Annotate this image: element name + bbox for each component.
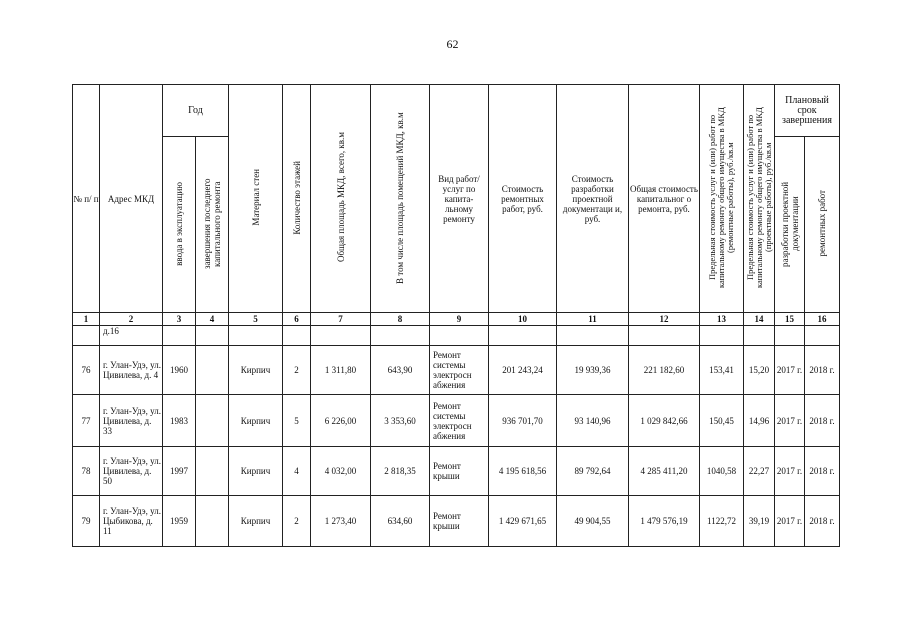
header-deadline-group: Плановый срок завершения: [775, 85, 840, 137]
row-limit-repair: 153,41: [700, 346, 744, 395]
header-total-cost: Общая стоимость капитальног о ремонта, руб.: [629, 85, 700, 313]
row-deadline-design: 2017 г.: [775, 395, 805, 447]
row-num: 78: [73, 447, 100, 496]
row-floors: 2: [283, 346, 311, 395]
row-premises-area: 3 353,60: [371, 395, 430, 447]
header-limit-design: Предельная стоимость услуг и (или) работ по капитальному ремонту общего имущества в МКД (проектные работы), руб./кв.м: [744, 85, 775, 313]
column-number: 8: [371, 313, 430, 326]
row-deadline-repair: 2018 г.: [805, 346, 840, 395]
row-total-area: 4 032,00: [311, 447, 371, 496]
row-deadline-design: 2017 г.: [775, 447, 805, 496]
row-limit-design: 14,96: [744, 395, 775, 447]
column-number: 5: [229, 313, 283, 326]
row-total-area: 6 226,00: [311, 395, 371, 447]
row-total-cost: 1 029 842,66: [629, 395, 700, 447]
column-number: 12: [629, 313, 700, 326]
row-material: Кирпич: [229, 447, 283, 496]
row-work: Ремонт системы электросн абжения: [430, 346, 489, 395]
row-floors: 5: [283, 395, 311, 447]
column-number: 14: [744, 313, 775, 326]
header-year-last-repair: завершения последнего капитального ремонта: [196, 137, 229, 313]
column-number: 16: [805, 313, 840, 326]
column-number: 7: [311, 313, 371, 326]
column-number: 2: [100, 313, 163, 326]
header-deadline-repair: ремонтных работ: [805, 137, 840, 313]
header-year-commission: ввода в эксплуатацию: [163, 137, 196, 313]
row-work: Ремонт крыши: [430, 447, 489, 496]
row-limit-repair: 150,45: [700, 395, 744, 447]
table-row: [73, 346, 840, 395]
header-deadline-design: разработки проектной документации: [775, 137, 805, 313]
table-row: [73, 496, 840, 547]
row-repair-cost: 4 195 618,56: [489, 447, 557, 496]
row-address: г. Улан-Удэ, ул. Цивилева, д. 50: [100, 447, 163, 496]
row-year: 1959: [163, 496, 196, 547]
row-floors: 4: [283, 447, 311, 496]
column-number: 6: [283, 313, 311, 326]
row-deadline-repair: 2018 г.: [805, 496, 840, 547]
row-material: Кирпич: [229, 346, 283, 395]
table-row: [73, 447, 840, 496]
row-premises-area: 2 818,35: [371, 447, 430, 496]
row-last-repair: [196, 395, 229, 447]
row-limit-repair: 1040,58: [700, 447, 744, 496]
row-deadline-design: 2017 г.: [775, 496, 805, 547]
row-work: Ремонт системы электросн абжения: [430, 395, 489, 447]
row-total-area: 1 311,80: [311, 346, 371, 395]
header-total-area: Общая площадь МКД, всего, кв.м: [311, 85, 371, 313]
header-num: № п/ п: [73, 85, 100, 313]
row-deadline-repair: 2018 г.: [805, 395, 840, 447]
row-work: Ремонт крыши: [430, 496, 489, 547]
column-numbers-row: [73, 313, 840, 326]
row-year: 1960: [163, 346, 196, 395]
column-number: 10: [489, 313, 557, 326]
row-design-cost: 93 140,96: [557, 395, 629, 447]
row-material: Кирпич: [229, 395, 283, 447]
row-material: Кирпич: [229, 496, 283, 547]
page-number: 62: [446, 37, 459, 51]
row-address: г. Улан-Удэ, ул. Цыбикова, д. 11: [100, 496, 163, 547]
header-limit-repair: Предельная стоимость услуг и (или) работ по капитальному ремонту общего имущества в МКД (ремонтные работы), руб./кв.м: [700, 85, 744, 313]
row-num: 76: [73, 346, 100, 395]
header-design-cost: Стоимость разработки проектной документаци и, руб.: [557, 85, 629, 313]
row-num: 79: [73, 496, 100, 547]
header-year-group: Год: [163, 85, 229, 137]
row-repair-cost: 201 243,24: [489, 346, 557, 395]
repair-plan-table: [72, 84, 840, 547]
header-work-type: Вид работ/ услуг по капита- льному ремонту: [430, 85, 489, 313]
row-address: г. Улан-Удэ, ул. Цивилева, д. 4: [100, 346, 163, 395]
column-number: 13: [700, 313, 744, 326]
table-row: [73, 395, 840, 447]
row-premises-area: 634,60: [371, 496, 430, 547]
row-deadline-repair: 2018 г.: [805, 447, 840, 496]
row-total-cost: 1 479 576,19: [629, 496, 700, 547]
row-design-cost: 19 939,36: [557, 346, 629, 395]
column-number: 4: [196, 313, 229, 326]
row-limit-design: 39,19: [744, 496, 775, 547]
row-address: г. Улан-Удэ, ул. Цивилева, д. 33: [100, 395, 163, 447]
header-address: Адрес МКД: [100, 85, 163, 313]
row-year: 1997: [163, 447, 196, 496]
row-limit-design: 15,20: [744, 346, 775, 395]
carry-over-address: д.16: [100, 326, 163, 346]
row-floors: 2: [283, 496, 311, 547]
column-number: 3: [163, 313, 196, 326]
row-deadline-design: 2017 г.: [775, 346, 805, 395]
row-repair-cost: 936 701,70: [489, 395, 557, 447]
header-wall-material: Материал стен: [229, 85, 283, 313]
header-repair-cost: Стоимость ремонтных работ, руб.: [489, 85, 557, 313]
carry-over-row: [73, 326, 840, 346]
row-num: 77: [73, 395, 100, 447]
row-last-repair: [196, 346, 229, 395]
row-design-cost: 49 904,55: [557, 496, 629, 547]
row-total-area: 1 273,40: [311, 496, 371, 547]
row-last-repair: [196, 447, 229, 496]
row-design-cost: 89 792,64: [557, 447, 629, 496]
row-repair-cost: 1 429 671,65: [489, 496, 557, 547]
column-number: 15: [775, 313, 805, 326]
header-premises-area: В том числе площадь помещений МКД, кв.м: [371, 85, 430, 313]
row-year: 1983: [163, 395, 196, 447]
row-premises-area: 643,90: [371, 346, 430, 395]
column-number: 9: [430, 313, 489, 326]
header-floors: Количество этажей: [283, 85, 311, 313]
row-last-repair: [196, 496, 229, 547]
row-limit-repair: 1122,72: [700, 496, 744, 547]
row-limit-design: 22,27: [744, 447, 775, 496]
column-number: 11: [557, 313, 629, 326]
row-total-cost: 4 285 411,20: [629, 447, 700, 496]
row-total-cost: 221 182,60: [629, 346, 700, 395]
column-number: 1: [73, 313, 100, 326]
